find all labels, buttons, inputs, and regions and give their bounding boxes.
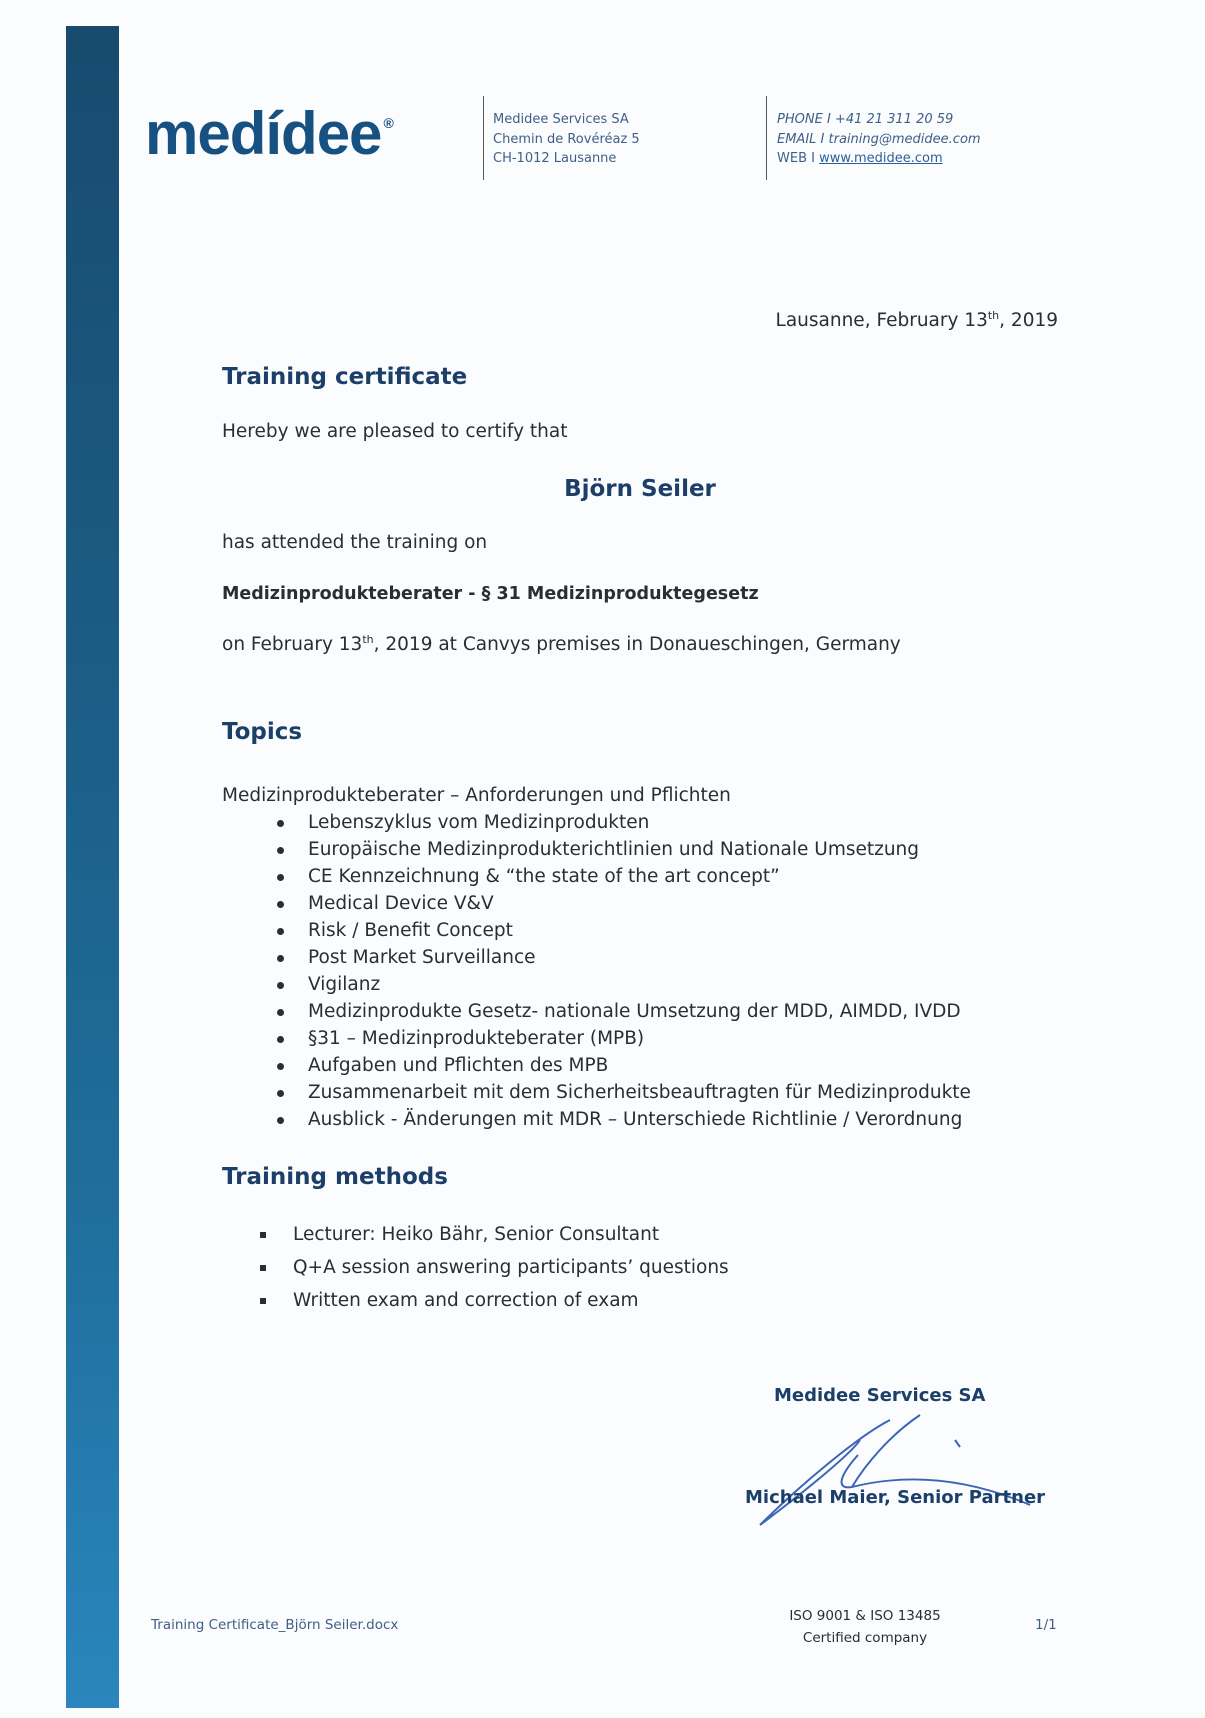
phone-line: PHONE I +41 21 311 20 59 [777,112,954,127]
topic-item: §31 – Medizinprodukteberater (MPB) [272,1025,971,1052]
address-line-3: CH-1012 Lausanne [493,151,617,166]
participant-name: Björn Seiler [564,476,716,502]
topics-list [272,809,971,1133]
methods-list [258,1218,729,1317]
footer-iso-certification: ISO 9001 & ISO 13485 Certified company [789,1608,941,1646]
method-item: Q+A session answering participants’ questions [258,1251,729,1284]
issue-date: Lausanne, February 13th, 2019 [775,308,1058,331]
company-contact [777,110,981,169]
web-line: WEB I www.medidee.com [777,151,943,166]
topic-item: Lebenszyklus vom Medizinprodukten [272,809,971,836]
topic-item: CE Kennzeichnung & “the state of the art concept” [272,863,971,890]
address-line-2: Chemin de Rovéréaz 5 [493,131,640,147]
method-item: Lecturer: Heiko Bähr, Senior Consultant [258,1218,729,1251]
signatory-company: Medidee Services SA [774,1385,986,1406]
website-link[interactable]: www.medidee.com [819,151,943,166]
attended-text: has attended the training on [222,532,488,553]
certificate-title: Training certificate [222,364,468,390]
methods-heading: Training methods [222,1164,448,1190]
company-address [493,110,640,169]
topic-item: Medical Device V&V [272,890,971,917]
topics-heading: Topics [222,719,303,745]
signatory-person: Michael Maier, Senior Partner [745,1487,1046,1508]
topic-item: Medizinprodukte Gesetz- nationale Umsetzung der MDD, AIMDD, IVDD [272,998,971,1025]
header-divider-2 [766,96,767,180]
topic-item: Vigilanz [272,971,971,998]
certificate-intro: Hereby we are pleased to certify that [222,421,568,442]
handwritten-signature [740,1395,1040,1535]
medidee-logo: medídee ® [145,100,393,167]
header-divider-1 [483,96,484,180]
topic-item: Aufgaben und Pflichten des MPB [272,1052,971,1079]
topic-item: Ausblick - Änderungen mit MDR – Unterschiede Richtlinie / Verordnung [272,1106,971,1133]
left-color-band [66,26,119,1708]
training-date-location: on February 13th, 2019 at Canvys premises in Donaueschingen, Germany [222,632,901,655]
method-item: Written exam and correction of exam [258,1284,729,1317]
topic-item: Risk / Benefit Concept [272,917,971,944]
topic-item: Europäische Medizinprodukterichtlinien und Nationale Umsetzung [272,836,971,863]
topic-item: Post Market Surveillance [272,944,971,971]
footer-filename: Training Certificate_Björn Seiler.docx [151,1617,399,1633]
topics-intro: Medizinprodukteberater – Anforderungen und Pflichten [222,785,731,806]
address-line-1: Medidee Services SA [493,112,629,127]
course-title: Medizinprodukteberater - § 31 Medizinproduktegesetz [222,584,759,604]
footer-page-number: 1/1 [1035,1617,1057,1633]
email-line: EMAIL I training@medidee.com [777,131,981,147]
topic-item: Zusammenarbeit mit dem Sicherheitsbeauftragten für Medizinprodukte [272,1079,971,1106]
